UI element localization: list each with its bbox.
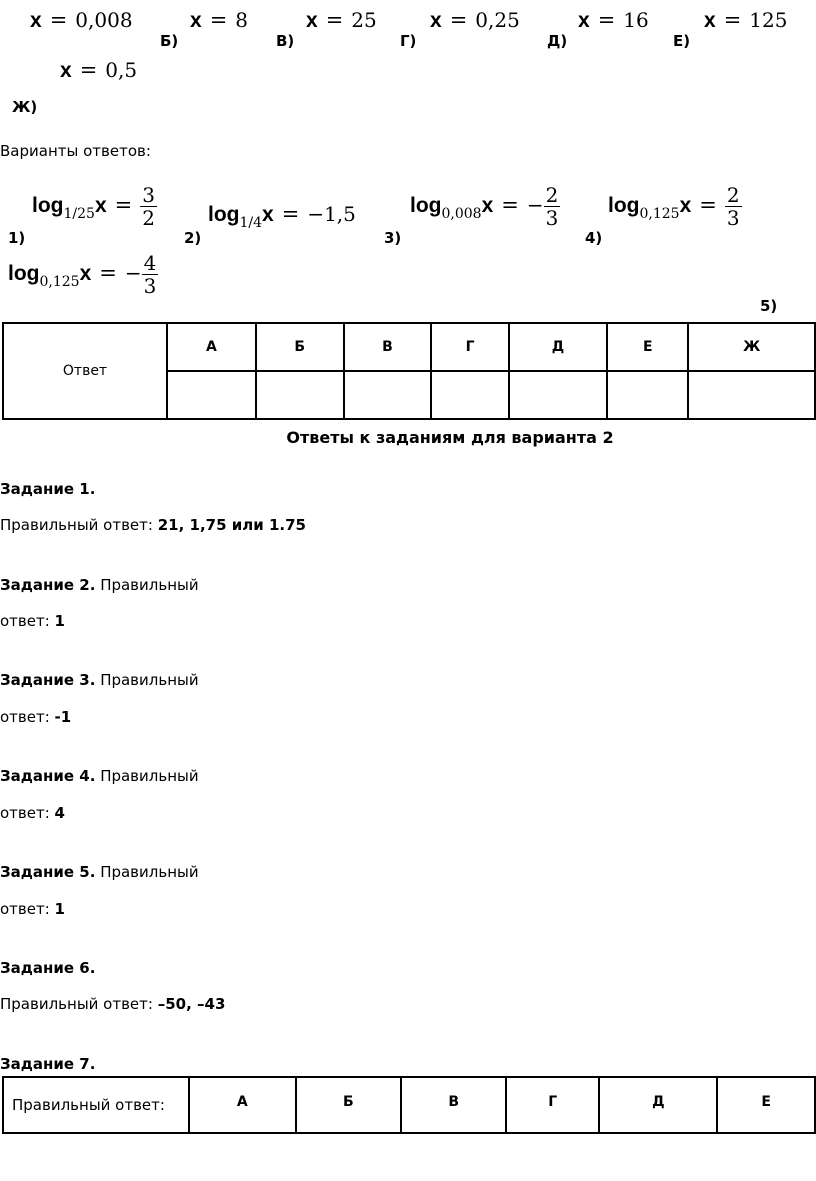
task-7-header-e: Е — [717, 1077, 815, 1133]
log-base: 0,008 — [441, 206, 482, 223]
task-line1: Правильный — [95, 576, 199, 594]
option-1-expr: $\log_{1/25}x$ = $\frac{3}{2}$ — [32, 183, 155, 230]
denominator: 3 — [726, 206, 740, 230]
option-3-label: 3) — [384, 229, 402, 247]
value: 0,5 — [105, 58, 138, 82]
option-5-label: 5) — [760, 297, 778, 315]
value: 25 — [351, 8, 377, 32]
option-4-label: 4) — [585, 229, 603, 247]
log-base: 1/25 — [63, 206, 95, 223]
value-zh: x = 0,5 — [60, 58, 138, 82]
value-d: x = 16 — [578, 8, 649, 32]
answer-value: -1 — [54, 708, 72, 726]
answer-row-label: Ответ — [3, 323, 167, 419]
sign: − — [124, 261, 142, 286]
log-base: 0,125 — [639, 206, 680, 223]
var-x: x — [79, 262, 92, 286]
answer-prefix: ответ: — [0, 612, 55, 630]
header-b: Б — [256, 323, 344, 371]
log: log — [208, 203, 240, 226]
header-zh: Ж — [688, 323, 815, 371]
var-x: x — [704, 9, 716, 32]
value-g: x = 0,25 — [430, 8, 520, 32]
log: log — [410, 194, 442, 218]
task-4-answer — [0, 804, 65, 822]
option-1-label: 1) — [8, 229, 26, 247]
answer-value: 21, 1,75 или 1.75 — [157, 516, 306, 534]
answer-value: –50, –43 — [157, 995, 226, 1013]
task-line1: Правильный — [95, 671, 199, 689]
fraction — [725, 184, 742, 229]
task-line1: Правильный — [95, 863, 199, 881]
option-2-expr: $\log_{1/4}x = -1,5$ — [208, 202, 356, 231]
label-d: Д) — [547, 32, 568, 50]
answer-prefix: ответ: — [0, 708, 55, 726]
task-7-header-b: Б — [296, 1077, 401, 1133]
task-1-title: Задание 1. — [0, 480, 96, 498]
header-e: Е — [607, 323, 688, 371]
var-x: x — [262, 203, 274, 226]
var-x: x — [306, 9, 318, 32]
task-title: Задание 5. — [0, 863, 96, 881]
task-2-title — [0, 576, 199, 594]
task-4-title — [0, 767, 199, 785]
task-7-table — [2, 1076, 816, 1134]
task-3-title — [0, 671, 199, 689]
log: log — [608, 194, 640, 218]
answer-prefix: Правильный ответ: — [0, 995, 158, 1013]
fraction — [140, 184, 157, 229]
task-6-title: Задание 6. — [0, 959, 96, 977]
var-x: x — [430, 9, 442, 32]
answer-cell-a[interactable] — [167, 371, 256, 419]
answers-title: Ответы к заданиям для варианта 2 — [286, 428, 614, 447]
task-7-header-d: Д — [599, 1077, 717, 1133]
log-base: 0,125 — [39, 274, 80, 291]
fraction — [544, 184, 561, 229]
option-4-expr: $\log_{0,125}x$ = $\frac{2}{3}$ — [608, 183, 740, 230]
task-title: Задание 3. — [0, 671, 96, 689]
answer-cell-b[interactable] — [256, 371, 344, 419]
value-a: x = 0,008 — [30, 8, 133, 32]
task-5-answer — [0, 900, 65, 918]
fraction — [142, 252, 159, 297]
answer-value: 1 — [54, 900, 65, 918]
task-7-header-g: Г — [506, 1077, 599, 1133]
value-b: x = 8 — [190, 8, 249, 32]
answer-value: 1 — [54, 612, 65, 630]
value-v: x = 25 — [306, 8, 377, 32]
task-7-header-a: А — [189, 1077, 296, 1133]
variants-heading: Варианты ответов: — [0, 142, 151, 160]
answer-cell-v[interactable] — [344, 371, 432, 419]
var-x: x — [94, 194, 107, 218]
task-1-answer — [0, 516, 306, 534]
task-2-answer — [0, 612, 65, 630]
denominator: 2 — [142, 206, 155, 230]
task-6-answer — [0, 995, 225, 1013]
answer-value: 4 — [54, 804, 65, 822]
task-7-row-label: Правильный ответ: — [3, 1077, 189, 1133]
var-x: x — [481, 194, 494, 218]
answer-prefix: ответ: — [0, 900, 55, 918]
numerator: 3 — [142, 183, 155, 207]
numerator: 4 — [143, 251, 157, 275]
label-zh: Ж) — [12, 98, 38, 116]
value: 8 — [235, 8, 249, 32]
answer-cell-d[interactable] — [509, 371, 608, 419]
var-x: x — [30, 9, 42, 32]
task-title: Задание 4. — [0, 767, 96, 785]
answer-cell-zh[interactable] — [688, 371, 815, 419]
value: 125 — [749, 8, 788, 32]
var-x: x — [190, 9, 202, 32]
numerator: 2 — [726, 183, 740, 207]
denominator: 3 — [143, 274, 157, 298]
value: 0,25 — [475, 8, 520, 32]
answer-cell-e[interactable] — [607, 371, 688, 419]
task-title: Задание 2. — [0, 576, 96, 594]
value: 0,008 — [75, 8, 133, 32]
label-v: В) — [276, 32, 295, 50]
var-x: x — [60, 59, 72, 82]
label-g: Г) — [400, 32, 417, 50]
header-g: Г — [431, 323, 508, 371]
answer-prefix: Правильный ответ: — [0, 516, 158, 534]
label-e: Е) — [673, 32, 691, 50]
log: log — [8, 262, 40, 286]
var-x: x — [679, 194, 692, 218]
option-5-expr: $\log_{0,125}x$ = − $\frac{4}{3}$ — [8, 251, 157, 298]
task-7-header-v: В — [401, 1077, 506, 1133]
sign: − — [526, 193, 544, 218]
var-x: x — [578, 9, 590, 32]
header-v: В — [344, 323, 432, 371]
answer-cell-g[interactable] — [431, 371, 508, 419]
answer-prefix: ответ: — [0, 804, 55, 822]
value: 16 — [623, 8, 649, 32]
task-line1: Правильный — [95, 767, 199, 785]
numerator: 2 — [545, 183, 559, 207]
value-e: x = 125 — [704, 8, 788, 32]
task-5-title — [0, 863, 199, 881]
label-b: Б) — [160, 32, 179, 50]
task-7-title: Задание 7. — [0, 1055, 96, 1073]
denominator: 3 — [545, 206, 559, 230]
answer-table — [2, 322, 816, 420]
value: −1,5 — [307, 202, 356, 226]
option-3-expr: $\log_{0,008}x$ = − $\frac{2}{3}$ — [410, 183, 559, 230]
log: log — [32, 194, 64, 218]
task-3-answer — [0, 708, 71, 726]
option-2-label: 2) — [184, 229, 202, 247]
header-a: А — [167, 323, 256, 371]
log-base: 1/4 — [239, 215, 263, 231]
header-d: Д — [509, 323, 608, 371]
